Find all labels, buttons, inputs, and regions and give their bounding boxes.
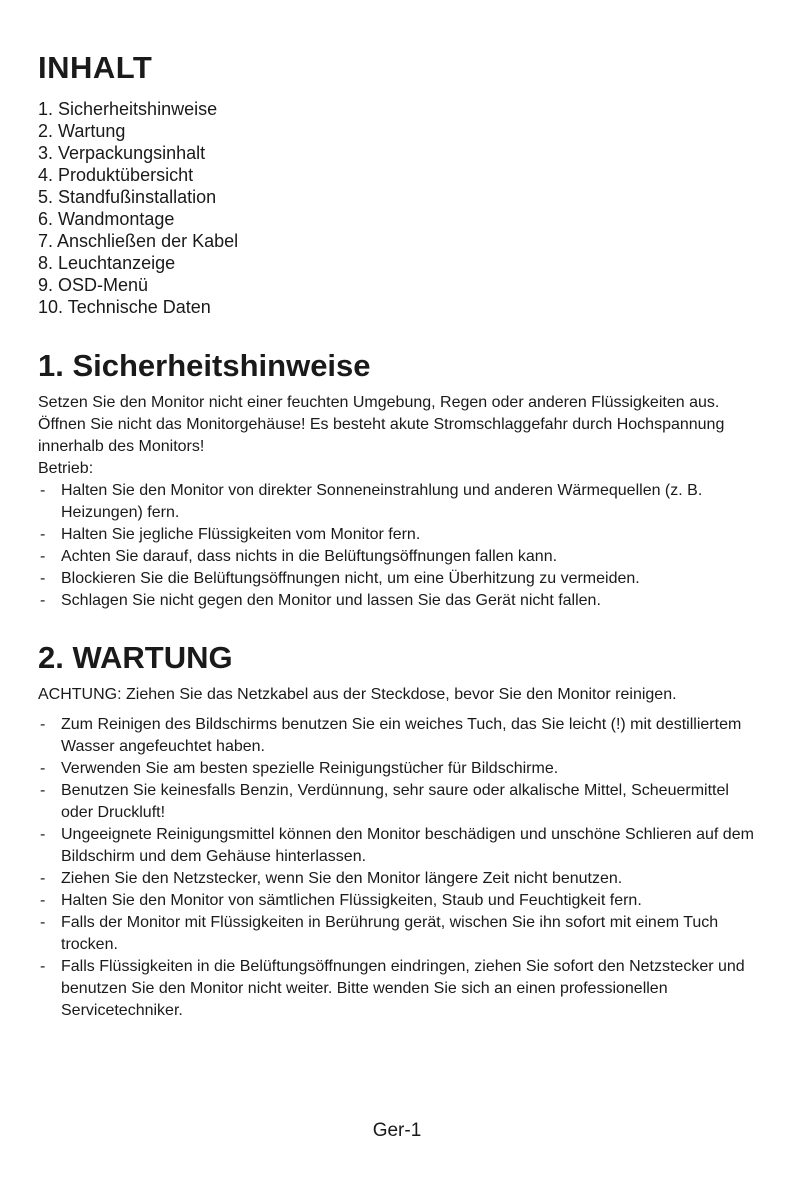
safety-bullet-list [38, 480, 758, 612]
list-item [38, 758, 758, 780]
list-item-text: Ziehen Sie den Netzstecker, wenn Sie den Monitor längere Zeit nicht benutzen. [61, 870, 623, 887]
toc-item: 3. Verpackungsinhalt [38, 143, 206, 163]
toc-item: 5. Standfußinstallation [38, 187, 217, 207]
toc-item: 1. Sicherheitshinweise [38, 99, 218, 119]
dash-bullet: - [40, 592, 46, 609]
dash-bullet: - [40, 526, 46, 543]
dash-bullet: - [40, 716, 46, 733]
list-item [38, 590, 758, 612]
list-item-text: Ungeeignete Reinigungsmittel können den Monitor beschädigen und unschöne Schlieren auf dem Bildschirm und dem Gehäuse hinterlassen. [61, 826, 754, 865]
list-item-text: Schlagen Sie nicht gegen den Monitor und lassen Sie das Gerät nicht fallen. [61, 592, 601, 609]
list-item-text: Falls Flüssigkeiten in die Belüftungsöffnungen eindringen, ziehen Sie sofort den Netzstecker und benutzen Sie den Monitor nicht weiter. Bitte wenden Sie sich an einen professionellen Servicetechniker. [61, 958, 745, 1019]
toc-title: INHALT [38, 50, 153, 85]
safety-section-title: 1. Sicherheitshinweise [38, 348, 371, 383]
list-item [38, 912, 758, 956]
toc-item: 8. Leuchtanzeige [38, 253, 176, 273]
list-item-text: Verwenden Sie am besten spezielle Reinigungstücher für Bildschirme. [61, 760, 559, 777]
list-item-text: Halten Sie jegliche Flüssigkeiten vom Monitor fern. [61, 526, 421, 543]
dash-bullet: - [40, 760, 46, 777]
dash-bullet: - [40, 570, 46, 587]
dash-bullet: - [40, 870, 46, 887]
toc-item: 6. Wandmontage [38, 209, 175, 229]
maintenance-section-title: 2. WARTUNG [38, 640, 233, 675]
list-item [38, 824, 758, 868]
list-item [38, 780, 758, 824]
toc-item: 9. OSD-Menü [38, 275, 149, 295]
toc-item: 2. Wartung [38, 121, 126, 141]
list-item-text: Achten Sie darauf, dass nichts in die Belüftungsöffnungen fallen kann. [61, 548, 558, 565]
toc-item: 4. Produktübersicht [38, 165, 194, 185]
dash-bullet: - [40, 826, 46, 843]
list-item [38, 546, 758, 568]
dash-bullet: - [40, 914, 46, 931]
operation-label: Betrieb: [38, 460, 94, 477]
safety-paragraph: Setzen Sie den Monitor nicht einer feuchten Umgebung, Regen oder anderen Flüssigkeiten aus. [38, 394, 720, 411]
list-item-text: Halten Sie den Monitor von sämtlichen Flüssigkeiten, Staub und Feuchtigkeit fern. [61, 892, 642, 909]
list-item-text: Zum Reinigen des Bildschirms benutzen Sie ein weiches Tuch, das Sie leicht (!) mit destilliertem Wasser angefeuchtet haben. [61, 716, 742, 755]
dash-bullet: - [40, 482, 46, 499]
dash-bullet: - [40, 892, 46, 909]
page-number: Ger-1 [372, 1120, 422, 1141]
list-item-text: Blockieren Sie die Belüftungsöffnungen nicht, um eine Überhitzung zu vermeiden. [61, 570, 640, 587]
maintenance-warning: ACHTUNG: Ziehen Sie das Netzkabel aus der Steckdose, bevor Sie den Monitor reinigen. [38, 686, 677, 703]
toc-item: 10. Technische Daten [38, 297, 211, 317]
list-item-text: Benutzen Sie keinesfalls Benzin, Verdünnung, sehr saure oder alkalische Mittel, Scheuermittel oder Druckluft! [61, 782, 729, 821]
list-item [38, 890, 758, 912]
list-item [38, 868, 758, 890]
list-item [38, 524, 758, 546]
table-of-contents [38, 98, 758, 318]
list-item-text: Falls der Monitor mit Flüssigkeiten in Berührung gerät, wischen Sie ihn sofort mit einem Tuch trocken. [61, 914, 719, 953]
toc-item: 7. Anschließen der Kabel [38, 231, 239, 251]
dash-bullet: - [40, 782, 46, 799]
list-item [38, 956, 758, 1022]
list-item [38, 480, 758, 524]
list-item [38, 568, 758, 590]
list-item [38, 714, 758, 758]
maintenance-bullet-list [38, 714, 758, 1022]
dash-bullet: - [40, 958, 46, 975]
document-page [38, 50, 758, 1022]
safety-paragraph: Öffnen Sie nicht das Monitorgehäuse! Es besteht akute Stromschlaggefahr durch Hochspannung innerhalb des Monitors! [38, 416, 725, 455]
list-item-text: Halten Sie den Monitor von direkter Sonneneinstrahlung und anderen Wärmequellen (z. B. Heizungen) fern. [61, 482, 703, 521]
dash-bullet: - [40, 548, 46, 565]
